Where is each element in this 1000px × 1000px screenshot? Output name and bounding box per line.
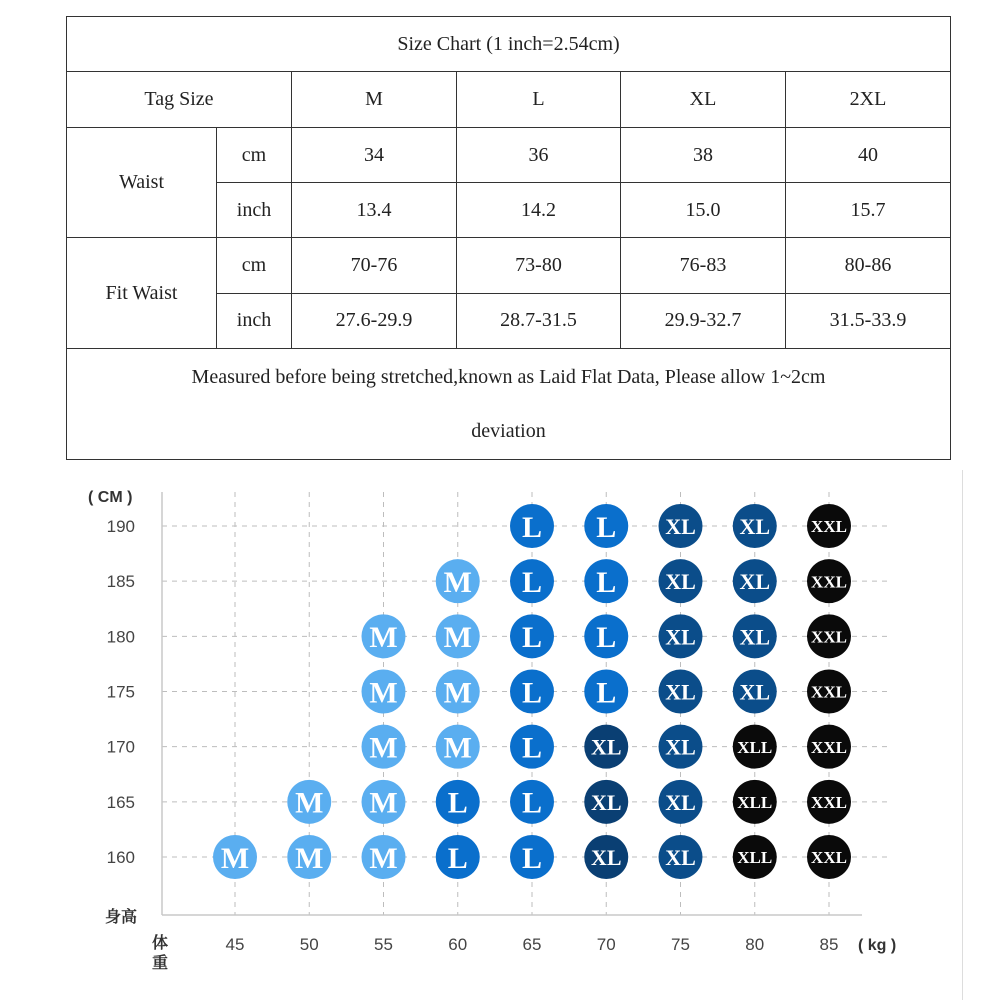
unit-cell: inch bbox=[217, 183, 292, 238]
size-point-label: XXL bbox=[811, 792, 847, 812]
unit-cell: cm bbox=[217, 128, 292, 183]
x-tick-label: 65 bbox=[522, 935, 542, 954]
size-point-label: M bbox=[369, 676, 398, 710]
size-point-label: L bbox=[521, 731, 543, 765]
measurement-note bbox=[67, 348, 951, 459]
size-point-label: XLL bbox=[737, 792, 773, 812]
size-point-label: XL bbox=[665, 734, 696, 760]
size-header-2xl: 2XL bbox=[786, 72, 951, 128]
value-cell: 38 bbox=[621, 128, 786, 183]
size-table bbox=[66, 16, 951, 460]
size-header-xl: XL bbox=[621, 72, 786, 128]
size-point-label: L bbox=[596, 621, 617, 655]
size-header-l: L bbox=[457, 72, 621, 128]
size-point-label: XL bbox=[665, 513, 696, 539]
size-point-label: L bbox=[596, 565, 617, 599]
size-point-label: XXL bbox=[811, 627, 847, 647]
table-title: Size Chart (1 inch=2.54cm) bbox=[67, 17, 951, 72]
chart-svg bbox=[0, 470, 1000, 1000]
size-point-label: XL bbox=[739, 624, 771, 650]
value-cell: 73-80 bbox=[457, 238, 621, 293]
value-cell: 28.7-31.5 bbox=[457, 293, 621, 348]
chart-border bbox=[962, 470, 963, 1000]
size-point-label: L bbox=[521, 786, 543, 820]
size-point-label: M bbox=[369, 621, 398, 655]
size-point-label: L bbox=[447, 841, 468, 875]
x-tick-label: 50 bbox=[299, 935, 319, 954]
size-point-label: XL bbox=[665, 624, 696, 650]
size-point-label: XXL bbox=[811, 517, 847, 537]
size-point-label: XL bbox=[739, 513, 771, 539]
size-point-label: XL bbox=[739, 569, 771, 595]
unit-cell: cm bbox=[217, 238, 292, 293]
value-cell: 40 bbox=[786, 128, 951, 183]
axes bbox=[88, 489, 896, 972]
x-tick-label: 85 bbox=[819, 935, 839, 954]
size-point-label: XL bbox=[590, 734, 622, 760]
y-tick-label: 165 bbox=[106, 792, 135, 812]
y-axis-unit: ( CM ) bbox=[88, 489, 133, 506]
size-point-label: XL bbox=[665, 844, 696, 870]
size-point-label: XL bbox=[739, 679, 771, 705]
size-point-label: L bbox=[447, 786, 468, 820]
value-cell: 13.4 bbox=[292, 183, 457, 238]
waist-group-label: Waist bbox=[67, 128, 217, 238]
y-tick-label: 170 bbox=[106, 737, 135, 757]
size-point-label: L bbox=[521, 676, 543, 710]
unit-cell: inch bbox=[217, 293, 292, 348]
value-cell: 76-83 bbox=[621, 238, 786, 293]
size-point-label: M bbox=[220, 841, 250, 875]
size-point-label: XL bbox=[665, 789, 696, 815]
size-recommendation-chart bbox=[0, 470, 1000, 1000]
y-tick-label: 160 bbox=[106, 848, 135, 867]
x-axis-bottom-label-2: 重 bbox=[152, 955, 169, 972]
value-cell: 70-76 bbox=[292, 238, 457, 293]
size-point-label: L bbox=[596, 676, 617, 710]
size-point-label: L bbox=[596, 510, 617, 544]
value-cell: 15.0 bbox=[621, 183, 786, 238]
fit-waist-group-label: Fit Waist bbox=[67, 238, 217, 348]
table-row bbox=[67, 128, 951, 183]
size-point-label: M bbox=[369, 786, 398, 820]
size-points bbox=[213, 504, 851, 879]
x-axis-top-label: 身高 bbox=[105, 909, 138, 926]
x-tick-label: 70 bbox=[596, 935, 616, 954]
value-cell: 31.5-33.9 bbox=[786, 293, 951, 348]
size-point-label: XXL bbox=[811, 682, 847, 702]
y-tick-label: 190 bbox=[106, 517, 135, 536]
size-point-label: M bbox=[369, 841, 398, 875]
y-tick-label: 185 bbox=[106, 572, 135, 592]
y-tick-label: 180 bbox=[106, 627, 135, 647]
x-tick-label: 45 bbox=[225, 935, 245, 954]
note-line-2: deviation bbox=[471, 419, 546, 442]
y-tick-label: 175 bbox=[106, 682, 135, 702]
size-point-label: M bbox=[443, 731, 472, 765]
size-point-label: M bbox=[369, 731, 398, 765]
size-point-label: XXL bbox=[811, 848, 847, 868]
size-point-label: M bbox=[295, 786, 324, 820]
size-point-label: XL bbox=[665, 569, 696, 595]
value-cell: 36 bbox=[457, 128, 621, 183]
size-point-label: L bbox=[521, 565, 543, 599]
x-tick-label: 55 bbox=[374, 935, 393, 954]
size-point-label: XLL bbox=[737, 737, 773, 757]
value-cell: 15.7 bbox=[786, 183, 951, 238]
value-cell: 14.2 bbox=[457, 183, 621, 238]
size-point-label: L bbox=[521, 841, 543, 875]
size-point-label: L bbox=[521, 621, 543, 655]
size-point-label: XLL bbox=[737, 848, 773, 868]
size-point-label: XL bbox=[665, 679, 696, 705]
value-cell: 80-86 bbox=[786, 238, 951, 293]
x-axis-bottom-label-1: 体 bbox=[152, 935, 169, 952]
size-point-label: XL bbox=[590, 789, 622, 815]
x-tick-label: 60 bbox=[448, 935, 468, 954]
size-point-label: XXL bbox=[811, 737, 847, 757]
value-cell: 29.9-32.7 bbox=[621, 293, 786, 348]
table-row bbox=[67, 238, 951, 293]
size-point-label: M bbox=[443, 565, 472, 599]
size-point-label: L bbox=[521, 510, 543, 544]
size-header-m: M bbox=[292, 72, 457, 128]
tag-size-label: Tag Size bbox=[67, 72, 292, 128]
size-point-label: M bbox=[295, 841, 324, 875]
note-line-1: Measured before being stretched,known as Laid Flat Data, Please allow 1~2cm bbox=[191, 365, 826, 388]
size-point-label: XXL bbox=[811, 572, 847, 592]
x-tick-label: 80 bbox=[745, 935, 765, 954]
x-tick-label: 75 bbox=[671, 935, 690, 954]
value-cell: 34 bbox=[292, 128, 457, 183]
value-cell: 27.6-29.9 bbox=[292, 293, 457, 348]
size-point-label: XL bbox=[590, 844, 622, 870]
size-point-label: M bbox=[443, 676, 472, 710]
size-point-label: M bbox=[443, 621, 472, 655]
x-axis-unit: ( kg ) bbox=[858, 937, 897, 954]
